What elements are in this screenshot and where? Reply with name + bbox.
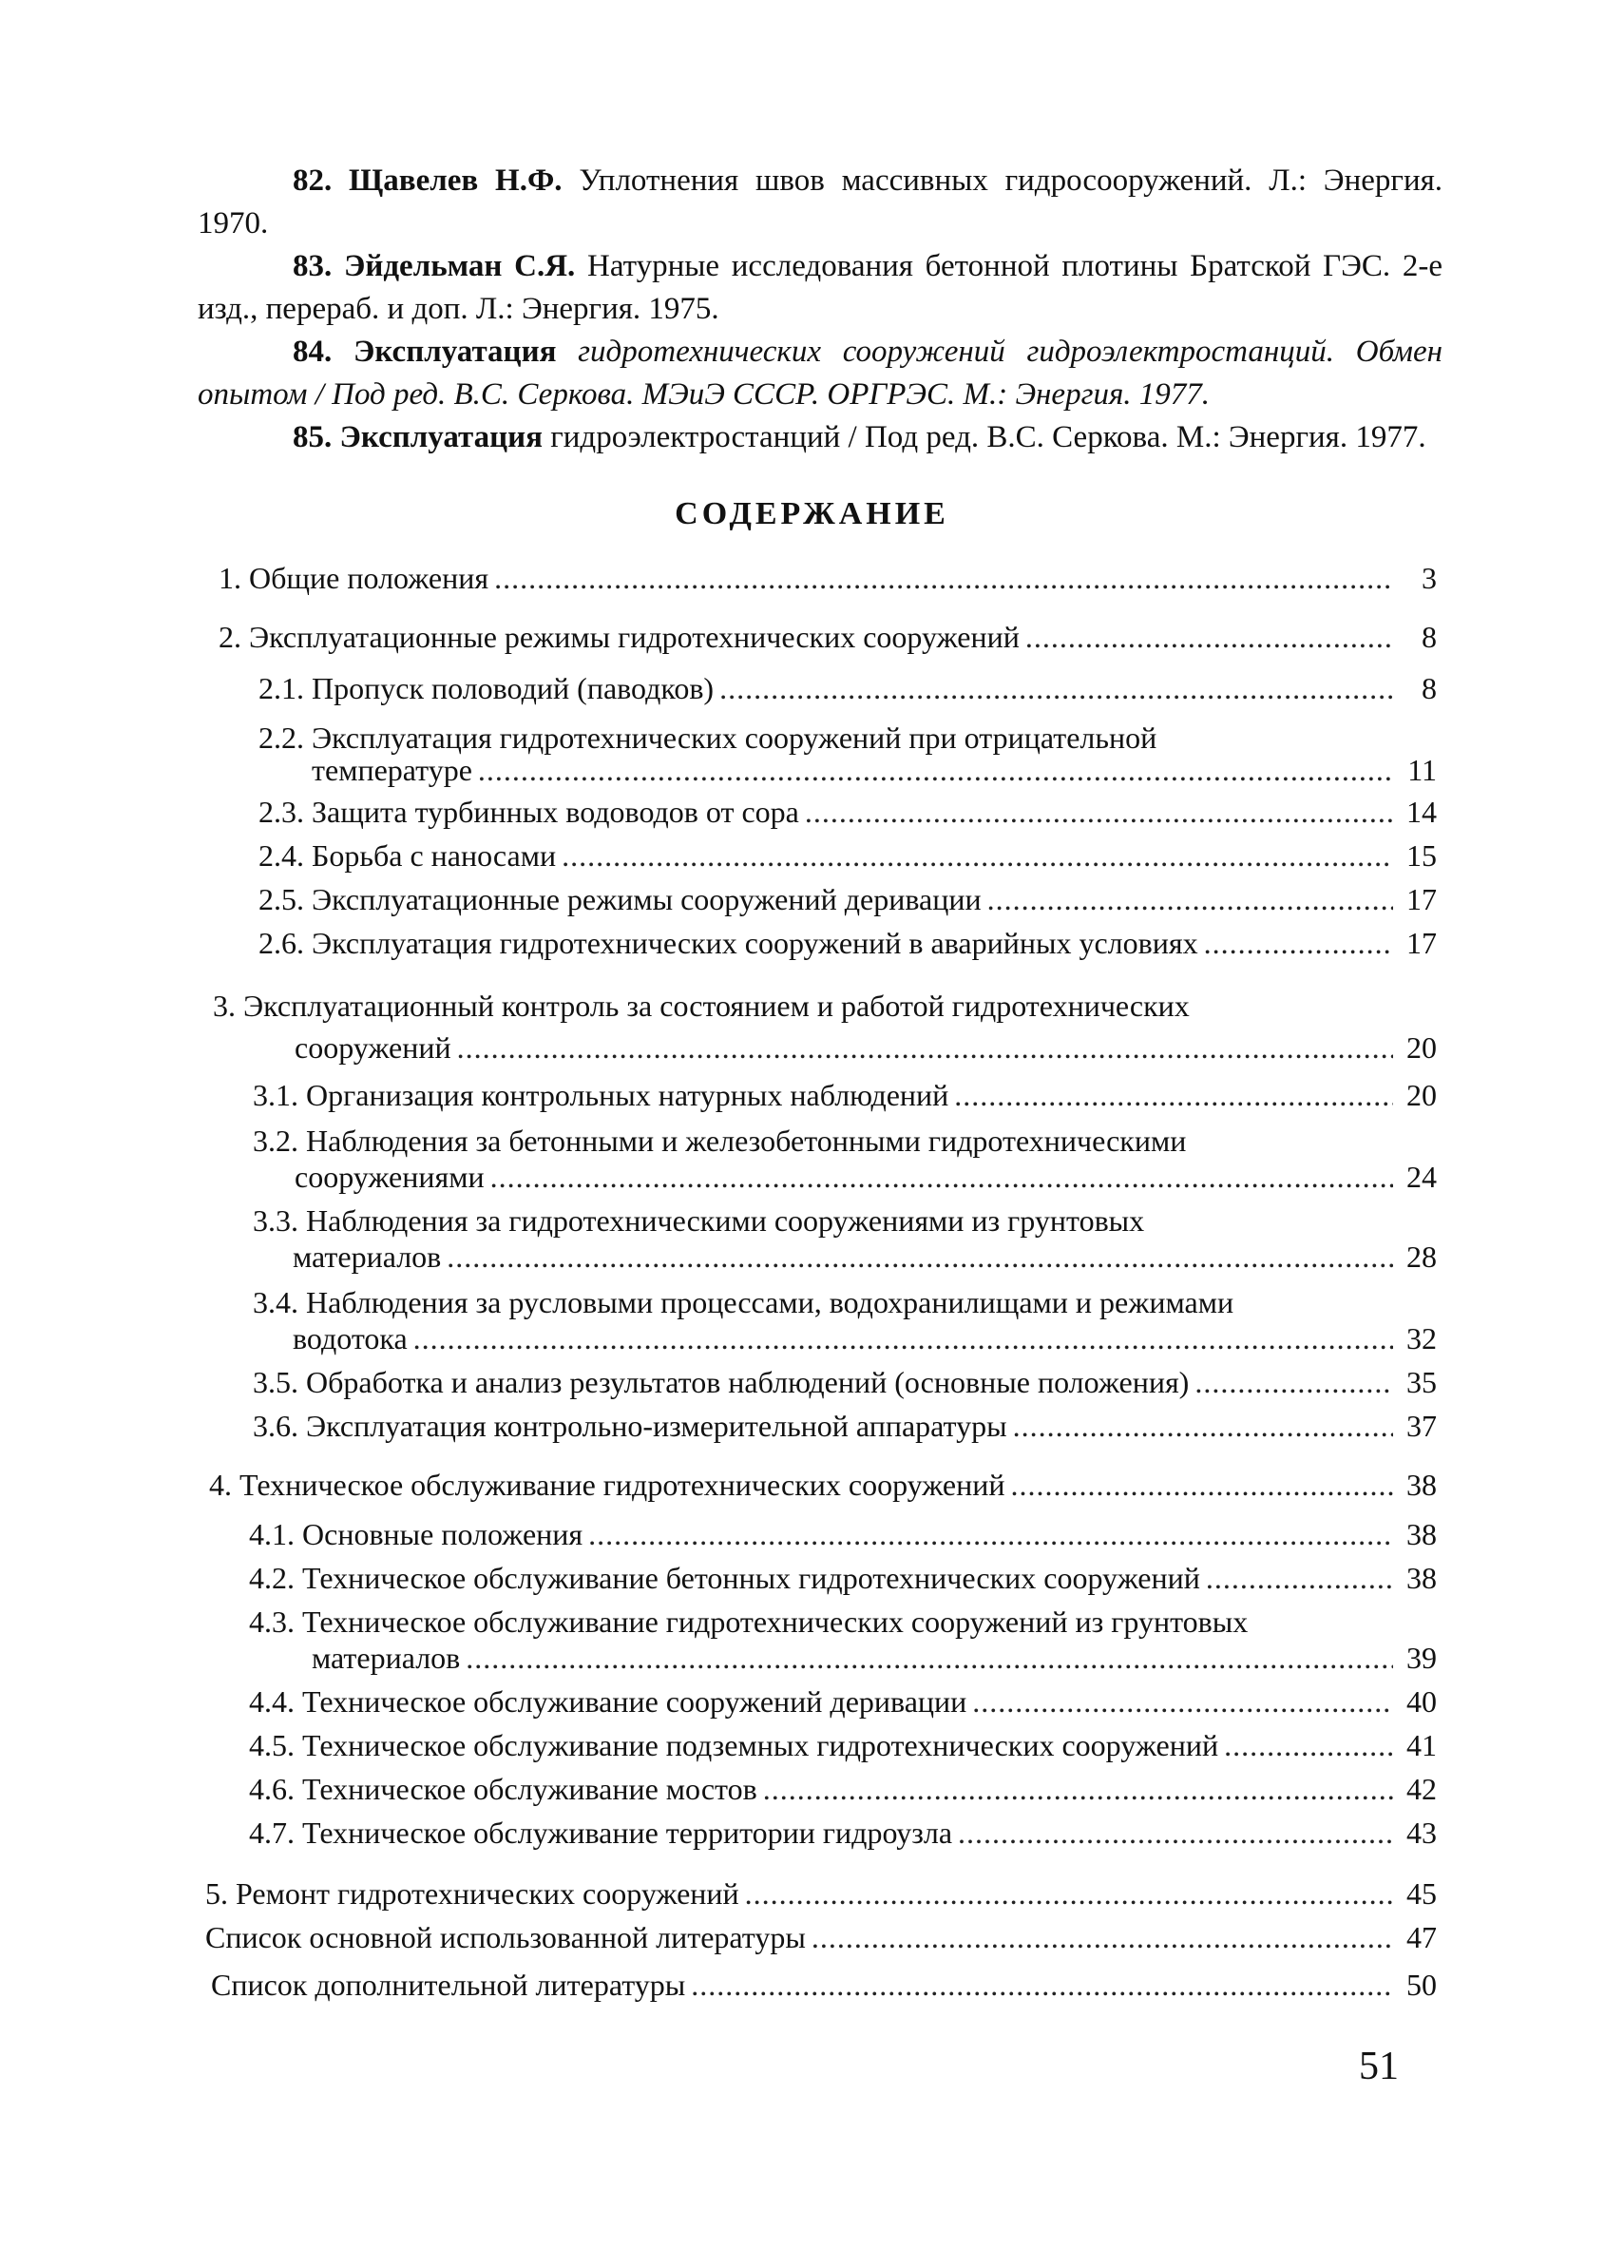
toc-entry-1[interactable] [219,561,1437,596]
toc-entry-3-4-line1: 3.4. Наблюдения за русловыми процессами, водохранилищами и режимами [253,1285,1234,1319]
toc-entry-page: 39 [1406,1641,1437,1675]
toc-entry-4-4[interactable] [249,1684,1437,1720]
toc-entry-3-3[interactable] [293,1240,1437,1275]
dot-leader [490,1160,1393,1195]
toc-entry-3-2[interactable] [295,1160,1437,1195]
toc-entry-page: 24 [1406,1160,1437,1194]
dot-leader [588,1517,1393,1552]
dot-leader [562,838,1393,874]
toc-entry-2-4[interactable] [258,838,1437,874]
toc-entry-label: 2.1. Пропуск половодий (паводков) [258,671,715,705]
reference-number: 85. [293,420,333,454]
toc-entry-page: 40 [1406,1684,1437,1719]
dot-leader [1206,1561,1393,1596]
toc-entry-2-1[interactable] [258,671,1437,706]
dot-leader [447,1240,1393,1275]
toc-entry-page: 42 [1406,1772,1437,1806]
toc-entry-label: 4.4. Техническое обслуживание сооружений деривации [249,1684,967,1719]
dot-leader [805,795,1393,830]
reference-author: Эксплуатация [353,335,557,369]
reference-text: гидроэлектростанций / Под ред. В.С. Серкова. М.: Энергия. 1977. [550,420,1426,454]
reference-number: 83. [293,249,333,283]
toc-entry-label: 1. Общие положения [219,561,489,595]
toc-entry-5[interactable] [205,1876,1437,1912]
toc-entry-label: 3.1. Организация контрольных натурных наблюдений [253,1078,949,1112]
dot-leader [972,1684,1393,1720]
dot-leader [958,1816,1393,1851]
toc-entry-page: 8 [1422,671,1437,705]
toc-entry-page: 38 [1406,1561,1437,1595]
dot-leader [691,1968,1393,2003]
toc-entry-4-3[interactable] [312,1641,1437,1676]
toc-entry-label: 4.6. Техническое обслуживание мостов [249,1772,757,1806]
toc-entry-label: 4. Техническое обслуживание гидротехнических сооружений [209,1468,1005,1502]
reference-84 [198,331,1442,416]
toc-entry-label: 4.1. Основные положения [249,1517,583,1551]
toc-entry-label: 3.6. Эксплуатация контрольно-измерительной аппаратуры [253,1409,1007,1443]
toc-entry-label: 2.6. Эксплуатация гидротехнических сооружений в аварийных условиях [258,926,1198,960]
toc-entry-4[interactable] [209,1468,1437,1503]
toc-entry-label: 2.3. Защита турбинных водоводов от сора [258,795,799,829]
toc-entry-label: сооружениями [295,1160,485,1194]
toc-entry-label: материалов [293,1240,442,1274]
toc-entry-label: 3.5. Обработка и анализ результатов наблюдений (основные положения) [253,1365,1190,1399]
dot-leader [1013,1409,1393,1444]
toc-entry-label: 4.7. Техническое обслуживание территории гидроузла [249,1816,953,1850]
toc-entry-3-line1: 3. Эксплуатационный контроль за состоянием и работой гидротехнических [213,989,1190,1023]
toc-heading: СОДЕРЖАНИЕ [675,496,949,531]
toc-entry-2-6[interactable] [258,926,1437,961]
toc-entry-2[interactable] [219,620,1437,655]
toc-entry-page: 35 [1406,1365,1437,1399]
toc-entry-label: 2.5. Эксплуатационные режимы сооружений деривации [258,882,982,916]
toc-entry-label: 5. Ремонт гидротехнических сооружений [205,1876,739,1911]
reference-number: 82. [293,163,333,198]
dot-leader [494,561,1393,596]
toc-entry-page: 17 [1406,882,1437,916]
dot-leader [763,1772,1393,1807]
dot-leader [719,671,1393,706]
dot-leader [1025,620,1393,655]
reference-author: Щавелев Н.Ф. [349,163,563,198]
references-list [198,160,1442,459]
toc-entry-page: 14 [1406,795,1437,829]
dot-leader [954,1078,1393,1113]
toc-entry-label: 2.4. Борьба с наносами [258,838,557,873]
toc-entry-label: 4.2. Техническое обслуживание бетонных гидротехнических сооружений [249,1561,1200,1595]
toc-entry-page: 15 [1406,838,1437,873]
reference-text: Натурные исследования бетонной плотины Братской ГЭС. 2-е изд., перераб. и доп. Л.: Энергия. 1975. [198,249,1443,326]
toc-entry-additional-literature[interactable] [211,1968,1437,2003]
reference-number: 84. [293,335,333,369]
toc-entry-2-5[interactable] [258,882,1437,917]
toc-entry-label: Список основной использованной литературы [205,1920,806,1954]
toc-entry-label: водотока [293,1321,408,1355]
toc-entry-3-4[interactable] [293,1321,1437,1356]
toc-entry-2-3[interactable] [258,795,1437,830]
toc-entry-label: 4.5. Техническое обслуживание подземных гидротехнических сооружений [249,1728,1219,1762]
toc-entry-4-1[interactable] [249,1517,1437,1552]
toc-entry-page: 11 [1407,753,1437,787]
toc-entry-3-1[interactable] [253,1078,1437,1113]
toc-entry-page: 45 [1406,1876,1437,1911]
page-number: 51 [1359,2045,1399,2088]
dot-leader [457,1030,1393,1066]
toc-entry-label: температуре [312,753,472,787]
reference-author: Эйдельман С.Я. [343,249,576,283]
reference-author: Эксплуатация [339,420,543,454]
dot-leader [1011,1468,1394,1503]
dot-leader [478,753,1393,788]
toc-entry-page: 50 [1406,1968,1437,2002]
toc-entry-2-2[interactable] [312,753,1437,788]
toc-entry-page: 20 [1406,1078,1437,1112]
toc-entry-label: 2. Эксплуатационные режимы гидротехнических сооружений [219,620,1020,654]
dot-leader [1204,926,1393,961]
dot-leader [413,1321,1393,1356]
dot-leader [1194,1365,1393,1400]
dot-leader [1224,1728,1393,1763]
toc-entry-page: 38 [1406,1517,1437,1551]
toc-entry-label: материалов [312,1641,461,1675]
reference-text: гидротехнических сооружений гидроэлектростанций. Обмен опытом / Под ред. В.С. Серкова. МЭиЭ СССР. ОРГРЭС. М.: Энергия. 1977. [198,335,1442,412]
toc-entry-page: 3 [1422,561,1437,595]
toc-entry-page: 43 [1406,1816,1437,1850]
toc-entry-page: 37 [1406,1409,1437,1443]
toc-entry-page: 28 [1406,1240,1437,1274]
dot-leader [745,1876,1393,1912]
toc-entry-main-literature[interactable] [205,1920,1437,1955]
toc-entry-4-2[interactable] [249,1561,1437,1596]
toc-entry-label: сооружений [295,1030,451,1065]
dot-leader [466,1641,1393,1676]
toc-entry-2-2-line1: 2.2. Эксплуатация гидротехнических сооружений при отрицательной [258,721,1157,755]
toc-entry-page: 32 [1406,1321,1437,1355]
toc-entry-page: 38 [1406,1468,1437,1502]
toc-entry-page: 47 [1406,1920,1437,1954]
toc-entry-4-7[interactable] [249,1816,1437,1851]
toc-entry-3[interactable] [295,1030,1437,1066]
toc-entry-3-6[interactable] [253,1409,1437,1444]
toc-entry-3-5[interactable] [253,1365,1437,1400]
reference-85 [198,416,1442,459]
reference-82 [198,160,1442,245]
toc-entry-4-3-line1: 4.3. Техническое обслуживание гидротехнических сооружений из грунтовых [249,1605,1249,1639]
toc-entry-page: 41 [1406,1728,1437,1762]
toc-entry-page: 17 [1406,926,1437,960]
toc-entry-3-3-line1: 3.3. Наблюдения за гидротехническими сооружениями из грунтовых [253,1203,1145,1238]
toc-entry-4-5[interactable] [249,1728,1437,1763]
dot-leader [812,1920,1393,1955]
toc-entry-label: Список дополнительной литературы [211,1968,686,2002]
toc-entry-3-2-line1: 3.2. Наблюдения за бетонными и железобетонными гидротехническими [253,1124,1187,1158]
toc-entry-page: 8 [1422,620,1437,654]
reference-83 [198,245,1442,331]
dot-leader [987,882,1393,917]
toc-entry-4-6[interactable] [249,1772,1437,1807]
reference-text: Уплотнения швов массивных гидросооружений. Л.: Энергия. 1970. [198,163,1443,240]
toc-entry-page: 20 [1406,1030,1437,1065]
